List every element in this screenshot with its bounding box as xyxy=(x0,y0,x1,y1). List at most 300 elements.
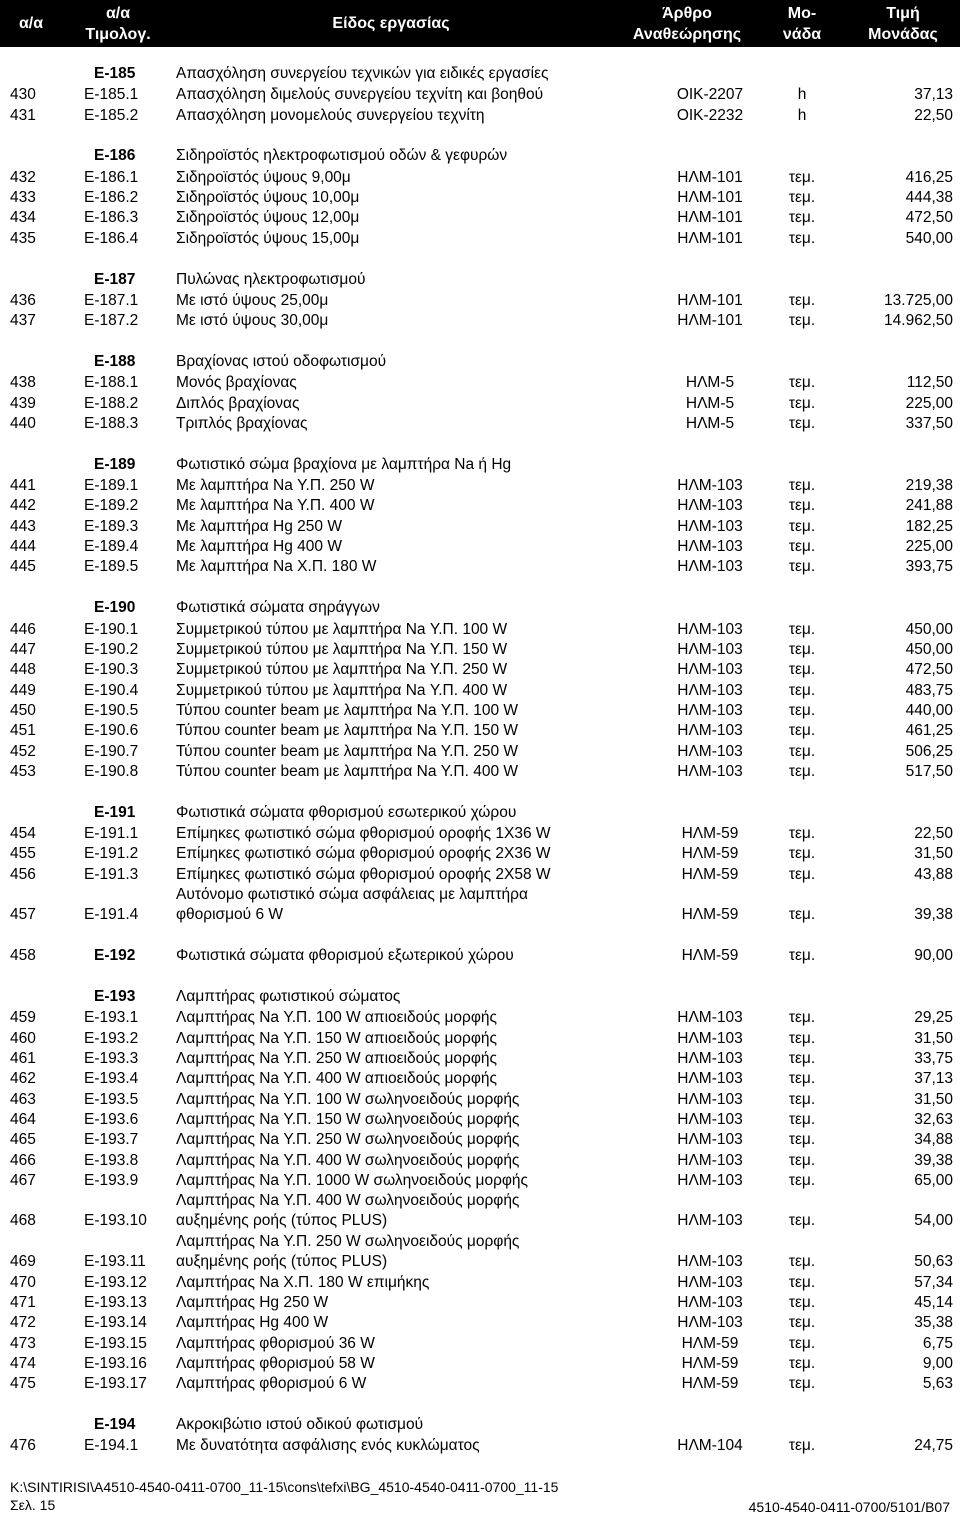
row-unit: τεμ. xyxy=(788,661,816,679)
row-index: 444 xyxy=(10,538,36,556)
row-price: 90,00 xyxy=(914,947,953,965)
row-article: ΗΛΜ-59 xyxy=(681,1355,739,1372)
row-unit: τεμ. xyxy=(788,762,816,780)
row-code: Ε-185.1 xyxy=(84,86,139,104)
row-index: 461 xyxy=(10,1049,36,1067)
row-unit: τεμ. xyxy=(788,1151,816,1169)
header-index-label: α/α xyxy=(18,15,44,32)
row-index: 441 xyxy=(10,477,36,494)
row-index: 452 xyxy=(10,742,36,760)
row-index: 453 xyxy=(10,762,36,780)
row-unit: h xyxy=(797,86,807,104)
row-price: 50,63 xyxy=(914,1253,953,1270)
row-index: 430 xyxy=(10,86,36,104)
row-article: ΗΛΜ-59 xyxy=(681,825,739,842)
row-index: 455 xyxy=(10,845,36,863)
row-index: 448 xyxy=(10,661,36,679)
row-code: Ε-191.1 xyxy=(84,825,139,842)
row-price: 33,75 xyxy=(914,1049,953,1067)
row-description: Λαμπτήρας Na Υ.Π. 100 W σωληνοειδούς μορφής xyxy=(176,1090,520,1108)
row-description: Συμμετρικού τύπου με λαμπτήρα Na Υ.Π. 400 W xyxy=(176,681,508,699)
row-article: ΗΛΜ-103 xyxy=(677,1273,743,1291)
row-unit: τεμ. xyxy=(788,620,816,638)
row-description: Με ιστό ύψους 25,00μ xyxy=(176,291,329,309)
row-description: Τριπλός βραχίονας xyxy=(176,415,308,432)
row-code: Ε-193.9 xyxy=(84,1171,139,1189)
row-description: Σιδηροϊστός ύψους 10,00μ xyxy=(176,189,360,207)
group-code: Ε-187 xyxy=(94,270,136,288)
row-code: Ε-193.1 xyxy=(84,1009,139,1027)
row-price: 39,38 xyxy=(914,1151,953,1169)
row-description: Με λαμπτήρα Hg 400 W xyxy=(176,538,342,556)
row-price: 37,13 xyxy=(914,86,953,104)
row-article: ΗΛΜ-103 xyxy=(677,1110,743,1128)
row-index: 439 xyxy=(10,394,36,412)
row-price: 34,88 xyxy=(914,1131,953,1149)
row-unit: τεμ. xyxy=(788,517,816,535)
row-description-line-1: Λαμπτήρας Na Υ.Π. 400 W σωληνοειδούς μορφής xyxy=(176,1192,520,1210)
header-article xyxy=(616,0,758,47)
row-code: Ε-194.1 xyxy=(84,1437,139,1455)
group-description: Ακροκιβώτιο ιστού οδικού φωτισμού xyxy=(176,1416,424,1434)
group-code: Ε-189 xyxy=(94,455,136,473)
row-article: ΗΛΜ-103 xyxy=(677,681,743,699)
row-unit: τεμ. xyxy=(788,1375,816,1393)
row-description: Φωτιστικά σώματα φθορισμού εξωτερικού χώρου xyxy=(176,947,514,965)
row-article: ΗΛΜ-59 xyxy=(681,947,739,965)
row-index: 437 xyxy=(10,312,36,330)
row-unit: τεμ. xyxy=(788,558,816,576)
row-article: ΗΛΜ-103 xyxy=(677,1090,743,1108)
group-description: Φωτιστικά σώματα φθορισμού εσωτερικού χώρου xyxy=(176,803,517,821)
row-code: Ε-193.3 xyxy=(84,1049,139,1067)
header-price-bottom: Μονάδας xyxy=(868,25,938,43)
row-price: 65,00 xyxy=(914,1171,953,1189)
header-description-label: Είδος εργασίας xyxy=(332,15,450,32)
row-code: Ε-188.3 xyxy=(84,415,139,432)
row-index: 465 xyxy=(10,1131,36,1149)
row-unit: τεμ. xyxy=(788,415,816,432)
row-description: Σιδηροϊστός ύψους 15,00μ xyxy=(176,229,360,247)
row-code: Ε-191.3 xyxy=(84,865,139,883)
row-unit: τεμ. xyxy=(788,1253,816,1270)
group-code: Ε-188 xyxy=(94,352,136,370)
row-article: ΗΛΜ-101 xyxy=(677,209,743,227)
row-unit: τεμ. xyxy=(788,229,816,247)
row-article: ΗΛΜ-103 xyxy=(677,640,743,658)
row-price: 29,25 xyxy=(914,1009,953,1027)
row-price: 483,75 xyxy=(905,681,953,699)
row-index: 458 xyxy=(10,947,36,965)
row-price: 24,75 xyxy=(914,1437,953,1455)
row-unit: τεμ. xyxy=(788,845,816,863)
row-price: 393,75 xyxy=(905,558,953,576)
row-description: Με λαμπτήρα Na Υ.Π. 250 W xyxy=(176,477,375,494)
row-unit: τεμ. xyxy=(788,701,816,719)
row-article: ΗΛΜ-103 xyxy=(677,1131,743,1149)
row-article: ΟΙΚ-2207 xyxy=(676,86,744,104)
row-unit: τεμ. xyxy=(788,640,816,658)
row-unit: τεμ. xyxy=(788,394,816,412)
row-description: Επίμηκες φωτιστικό σώμα φθορισμού οροφής 2Χ58 W xyxy=(176,865,551,883)
row-description: Με ιστό ύψους 30,00μ xyxy=(176,312,329,330)
row-index: 476 xyxy=(10,1437,36,1455)
row-code: Ε-193.10 xyxy=(84,1212,147,1230)
group-description: Φωτιστικό σώμα βραχίονα με λαμπτήρα Na ή Hg xyxy=(176,455,512,473)
row-description: Λαμπτήρας Hg 250 W xyxy=(176,1294,329,1311)
row-index: 433 xyxy=(10,189,36,207)
row-unit: τεμ. xyxy=(788,742,816,760)
row-index: 463 xyxy=(10,1090,36,1108)
row-description: Μονός βραχίονας xyxy=(176,374,297,392)
row-unit: τεμ. xyxy=(788,1090,816,1108)
row-price: 45,14 xyxy=(914,1294,953,1311)
row-description: Σιδηροϊστός ύψους 9,00μ xyxy=(176,168,351,186)
row-article: ΗΛΜ-103 xyxy=(677,538,743,556)
row-index: 456 xyxy=(10,865,36,883)
row-article: ΗΛΜ-103 xyxy=(677,620,743,638)
row-article: ΗΛΜ-103 xyxy=(677,1171,743,1189)
row-code: Ε-190.6 xyxy=(84,722,139,740)
row-index: 469 xyxy=(10,1253,36,1270)
row-index: 467 xyxy=(10,1171,36,1189)
header-article-top: Άρθρο xyxy=(662,4,712,22)
row-code: Ε-190.2 xyxy=(84,640,139,658)
row-description: Επίμηκες φωτιστικό σώμα φθορισμού οροφής 1Χ36 W xyxy=(176,825,551,842)
row-unit: τεμ. xyxy=(788,947,816,965)
row-code: Ε-190.5 xyxy=(84,701,139,719)
row-description: Λαμπτήρας Na Υ.Π. 400 W απιοειδούς μορφής xyxy=(176,1070,498,1088)
row-index: 442 xyxy=(10,497,36,515)
row-code: Ε-186.2 xyxy=(84,189,139,207)
row-code: Ε-190.1 xyxy=(84,620,139,638)
row-code: Ε-193.6 xyxy=(84,1110,139,1128)
row-article: ΟΙΚ-2232 xyxy=(676,106,744,124)
row-description: Τύπου counter beam με λαμπτήρα Na Υ.Π. 250 W xyxy=(176,742,519,760)
row-code: Ε-193.11 xyxy=(84,1253,146,1270)
header-price-top: Τιμή xyxy=(886,4,920,22)
row-price: 450,00 xyxy=(905,640,953,658)
row-article: ΗΛΜ-103 xyxy=(677,517,743,535)
row-description: Τύπου counter beam με λαμπτήρα Na Υ.Π. 100 W xyxy=(176,701,519,719)
row-index: 443 xyxy=(10,517,36,535)
group-description: Λαμπτήρας φωτιστικού σώματος xyxy=(176,987,401,1005)
row-article: ΗΛΜ-103 xyxy=(677,661,743,679)
row-description: Με δυνατότητα ασφάλισης ενός κυκλώματος xyxy=(176,1437,480,1455)
row-description: Απασχόληση διμελούς συνεργείου τεχνίτη και βοηθού xyxy=(176,86,544,104)
row-unit: τεμ. xyxy=(788,312,816,330)
row-unit: τεμ. xyxy=(788,1212,816,1230)
row-code: Ε-193.8 xyxy=(84,1151,139,1169)
row-unit: τεμ. xyxy=(788,497,816,515)
row-article: ΗΛΜ-103 xyxy=(677,701,743,719)
row-code: Ε-193.13 xyxy=(84,1294,147,1311)
row-price: 440,00 xyxy=(905,701,953,719)
row-description: Λαμπτήρας Hg 400 W xyxy=(176,1314,329,1332)
header-description xyxy=(166,0,616,47)
header-unit xyxy=(758,0,846,47)
row-article: ΗΛΜ-103 xyxy=(677,477,743,494)
row-unit: τεμ. xyxy=(788,1273,816,1291)
row-description: Με λαμπτήρα Na Χ.Π. 180 W xyxy=(176,558,377,576)
row-unit: τεμ. xyxy=(788,1049,816,1067)
row-description: Συμμετρικού τύπου με λαμπτήρα Na Υ.Π. 100 W xyxy=(176,620,508,638)
row-price: 31,50 xyxy=(914,1029,953,1047)
row-price: 39,38 xyxy=(914,906,953,923)
row-code: Ε-185.2 xyxy=(84,106,139,124)
row-article: ΗΛΜ-5 xyxy=(685,394,735,412)
row-article: ΗΛΜ-59 xyxy=(681,1375,739,1393)
row-unit: τεμ. xyxy=(788,538,816,556)
page-number: Σελ. 15 xyxy=(10,1497,56,1513)
row-description: Επίμηκες φωτιστικό σώμα φθορισμού οροφής 2Χ36 W xyxy=(176,845,551,863)
row-article: ΗΛΜ-103 xyxy=(677,1212,743,1230)
row-article: ΗΛΜ-103 xyxy=(677,722,743,740)
row-code: Ε-186.1 xyxy=(84,168,139,186)
row-index: 474 xyxy=(10,1355,36,1372)
row-description: Τύπου counter beam με λαμπτήρα Na Υ.Π. 150 W xyxy=(176,722,519,740)
row-index: 466 xyxy=(10,1151,36,1169)
row-article: ΗΛΜ-5 xyxy=(685,374,735,392)
row-unit: τεμ. xyxy=(788,1029,816,1047)
row-index: 451 xyxy=(10,722,36,740)
row-code: Ε-193.17 xyxy=(84,1375,147,1393)
row-unit: τεμ. xyxy=(788,477,816,494)
row-description: Λαμπτήρας Na Υ.Π. 250 W σωληνοειδούς μορφής xyxy=(176,1131,520,1149)
row-index: 460 xyxy=(10,1029,36,1047)
row-price: 219,38 xyxy=(905,477,953,494)
row-description: Συμμετρικού τύπου με λαμπτήρα Na Υ.Π. 250 W xyxy=(176,661,508,679)
row-article: ΗΛΜ-101 xyxy=(677,291,743,309)
row-code: Ε-187.2 xyxy=(84,312,139,330)
row-code: Ε-186.3 xyxy=(84,209,139,227)
row-article: ΗΛΜ-103 xyxy=(677,1029,743,1047)
row-description: Λαμπτήρας φθορισμού 58 W xyxy=(176,1355,375,1372)
row-unit: τεμ. xyxy=(788,722,816,740)
row-article: ΗΛΜ-103 xyxy=(677,742,743,760)
row-price: 540,00 xyxy=(905,229,953,247)
row-index: 431 xyxy=(10,106,36,124)
row-description: Λαμπτήρας φθορισμού 6 W xyxy=(176,1375,367,1393)
row-unit: τεμ. xyxy=(788,1355,816,1372)
row-index: 445 xyxy=(10,558,36,576)
row-index: 434 xyxy=(10,209,36,227)
row-unit: τεμ. xyxy=(788,1131,816,1149)
header-unit-bottom: νάδα xyxy=(782,25,822,43)
header-price xyxy=(846,0,960,47)
row-price: 14.962,50 xyxy=(884,312,953,330)
row-unit: τεμ. xyxy=(788,1437,816,1455)
row-article: ΗΛΜ-101 xyxy=(677,312,743,330)
row-price: 112,50 xyxy=(906,374,953,392)
row-article: ΗΛΜ-101 xyxy=(677,229,743,247)
row-code: Ε-188.2 xyxy=(84,394,139,412)
document-reference: 4510-4540-0411-0700/5101/B07 xyxy=(748,1499,950,1515)
group-code: Ε-185 xyxy=(94,65,136,82)
row-code: Ε-189.3 xyxy=(84,517,139,535)
row-description: Με λαμπτήρα Na Υ.Π. 400 W xyxy=(176,497,375,515)
row-description xyxy=(176,1191,519,1231)
row-index: 470 xyxy=(10,1273,36,1291)
row-price: 6,75 xyxy=(922,1334,953,1352)
row-index: 446 xyxy=(10,620,36,638)
row-price: 37,13 xyxy=(914,1070,953,1088)
row-price: 517,50 xyxy=(905,762,953,780)
row-code: Ε-193.5 xyxy=(84,1090,139,1108)
table-header xyxy=(0,0,960,47)
group-description: Βραχίονας ιστού οδοφωτισμού xyxy=(176,352,387,370)
row-description-line-1: Λαμπτήρας Na Υ.Π. 250 W σωληνοειδούς μορφής xyxy=(176,1233,520,1250)
header-index xyxy=(0,0,62,47)
row-article: ΗΛΜ-59 xyxy=(681,1334,739,1352)
header-code xyxy=(70,0,166,47)
row-index: 473 xyxy=(10,1334,36,1352)
row-description xyxy=(176,1232,519,1272)
row-index: 432 xyxy=(10,168,36,186)
row-article: ΗΛΜ-104 xyxy=(677,1437,743,1455)
row-description: Διπλός βραχίονας xyxy=(176,394,300,412)
row-price: 225,00 xyxy=(905,538,953,556)
row-code: Ε-190.3 xyxy=(84,661,139,679)
group-description: Απασχόληση συνεργείου τεχνικών για ειδικές εργασίες xyxy=(176,65,549,82)
row-article: ΗΛΜ-59 xyxy=(681,906,739,923)
row-article: ΗΛΜ-103 xyxy=(677,1253,743,1270)
row-index: 436 xyxy=(10,291,36,309)
row-description: Λαμπτήρας Na Υ.Π. 150 W σωληνοειδούς μορφής xyxy=(176,1110,520,1128)
row-unit: h xyxy=(797,106,807,124)
row-code: Ε-192 xyxy=(94,947,136,965)
row-article: ΗΛΜ-59 xyxy=(681,845,739,863)
row-price: 32,63 xyxy=(914,1110,953,1128)
row-price: 22,50 xyxy=(914,106,953,124)
row-code: Ε-190.8 xyxy=(84,762,139,780)
row-unit: τεμ. xyxy=(788,209,816,227)
row-price: 472,50 xyxy=(905,661,953,679)
group-description: Φωτιστικά σώματα σηράγγων xyxy=(176,599,380,617)
row-article: ΗΛΜ-103 xyxy=(677,497,743,515)
row-price: 182,25 xyxy=(905,517,953,535)
row-description: Τύπου counter beam με λαμπτήρα Na Υ.Π. 400 W xyxy=(176,762,519,780)
row-article: ΗΛΜ-103 xyxy=(677,558,743,576)
row-description: Σιδηροϊστός ύψους 12,00μ xyxy=(176,209,360,227)
row-code: Ε-193.15 xyxy=(84,1334,147,1352)
row-code: Ε-193.4 xyxy=(84,1070,139,1088)
row-unit: τεμ. xyxy=(788,1314,816,1332)
row-price: 43,88 xyxy=(914,865,953,883)
row-index: 457 xyxy=(10,906,36,923)
row-code: Ε-193.12 xyxy=(84,1273,147,1291)
row-code: Ε-188.1 xyxy=(84,374,139,392)
row-description-line-2: αυξημένης ροής (τύπος PLUS) xyxy=(176,1212,388,1230)
row-unit: τεμ. xyxy=(788,189,816,207)
row-code: Ε-191.2 xyxy=(84,845,139,863)
group-code: Ε-193 xyxy=(94,987,136,1005)
row-description: Συμμετρικού τύπου με λαμπτήρα Na Υ.Π. 150 W xyxy=(176,640,508,658)
row-code: Ε-193.2 xyxy=(84,1029,139,1047)
row-unit: τεμ. xyxy=(788,906,816,923)
row-unit: τεμ. xyxy=(788,1070,816,1088)
row-unit: τεμ. xyxy=(788,1110,816,1128)
row-price: 444,38 xyxy=(905,189,953,207)
row-article: ΗΛΜ-101 xyxy=(677,189,743,207)
row-code: Ε-190.4 xyxy=(84,681,139,699)
row-index: 447 xyxy=(10,640,36,658)
row-code: Ε-187.1 xyxy=(84,291,139,309)
group-description: Σιδηροϊστός ηλεκτροφωτισμού οδών & γεφυρών xyxy=(176,147,508,165)
group-code: Ε-186 xyxy=(94,147,136,165)
row-article: ΗΛΜ-103 xyxy=(677,1070,743,1088)
row-article: ΗΛΜ-103 xyxy=(677,762,743,780)
row-price: 450,00 xyxy=(905,620,953,638)
row-description: Λαμπτήρας Na Χ.Π. 180 W επιμήκης xyxy=(176,1273,430,1291)
row-index: 462 xyxy=(10,1070,36,1088)
row-price: 241,88 xyxy=(905,497,953,515)
row-code: Ε-189.4 xyxy=(84,538,139,556)
row-unit: τεμ. xyxy=(788,1171,816,1189)
header-unit-top: Μο- xyxy=(787,4,817,22)
row-unit: τεμ. xyxy=(788,825,816,842)
row-code: Ε-186.4 xyxy=(84,229,139,247)
row-unit: τεμ. xyxy=(788,1334,816,1352)
row-code: Ε-191.4 xyxy=(84,906,139,923)
header-article-bottom: Αναθεώρησης xyxy=(632,25,742,43)
row-code: Ε-193.16 xyxy=(84,1355,147,1372)
row-index: 440 xyxy=(10,415,36,432)
row-unit: τεμ. xyxy=(788,291,816,309)
row-article: ΗΛΜ-5 xyxy=(685,415,735,432)
row-price: 22,50 xyxy=(914,825,953,842)
row-description: Λαμπτήρας Na Υ.Π. 150 W απιοειδούς μορφής xyxy=(176,1029,498,1047)
row-description-line-2: αυξημένης ροής (τύπος PLUS) xyxy=(176,1253,388,1270)
row-unit: τεμ. xyxy=(788,1294,816,1311)
row-price: 337,50 xyxy=(905,415,953,432)
row-description-line-2: φθορισμού 6 W xyxy=(176,906,284,923)
row-description xyxy=(176,885,528,925)
row-code: Ε-189.5 xyxy=(84,558,139,576)
row-price: 225,00 xyxy=(905,394,953,412)
row-article: ΗΛΜ-59 xyxy=(681,865,739,883)
row-price: 416,25 xyxy=(905,168,953,186)
row-description: Λαμπτήρας Na Υ.Π. 400 W σωληνοειδούς μορφής xyxy=(176,1151,520,1169)
file-path: K:\SINTIRISI\A4510-4540-0411-0700_11-15\cons\tefxi\BG_4510-4540-0411-0700_11-15 xyxy=(10,1479,559,1495)
row-price: 31,50 xyxy=(914,845,953,863)
row-unit: τεμ. xyxy=(788,1009,816,1027)
row-index: 459 xyxy=(10,1009,36,1027)
row-code: Ε-193.7 xyxy=(84,1131,139,1149)
row-index: 450 xyxy=(10,701,36,719)
row-price: 31,50 xyxy=(914,1090,953,1108)
group-code: Ε-190 xyxy=(94,599,136,617)
row-unit: τεμ. xyxy=(788,865,816,883)
row-article: ΗΛΜ-103 xyxy=(677,1294,743,1311)
row-price: 461,25 xyxy=(905,722,953,740)
row-description: Απασχόληση μονομελούς συνεργείου τεχνίτη xyxy=(176,106,485,124)
row-code: Ε-189.1 xyxy=(84,477,139,494)
row-code: Ε-193.14 xyxy=(84,1314,147,1332)
row-index: 464 xyxy=(10,1110,36,1128)
row-price: 54,00 xyxy=(914,1212,953,1230)
row-code: Ε-189.2 xyxy=(84,497,139,515)
row-article: ΗΛΜ-101 xyxy=(677,168,743,186)
row-index: 472 xyxy=(10,1314,36,1332)
row-index: 468 xyxy=(10,1212,36,1230)
row-description: Λαμπτήρας φθορισμού 36 W xyxy=(176,1334,375,1352)
row-index: 475 xyxy=(10,1375,36,1393)
row-unit: τεμ. xyxy=(788,374,816,392)
row-index: 454 xyxy=(10,825,36,842)
row-description: Με λαμπτήρα Hg 250 W xyxy=(176,517,342,535)
group-code: Ε-191 xyxy=(94,803,136,821)
